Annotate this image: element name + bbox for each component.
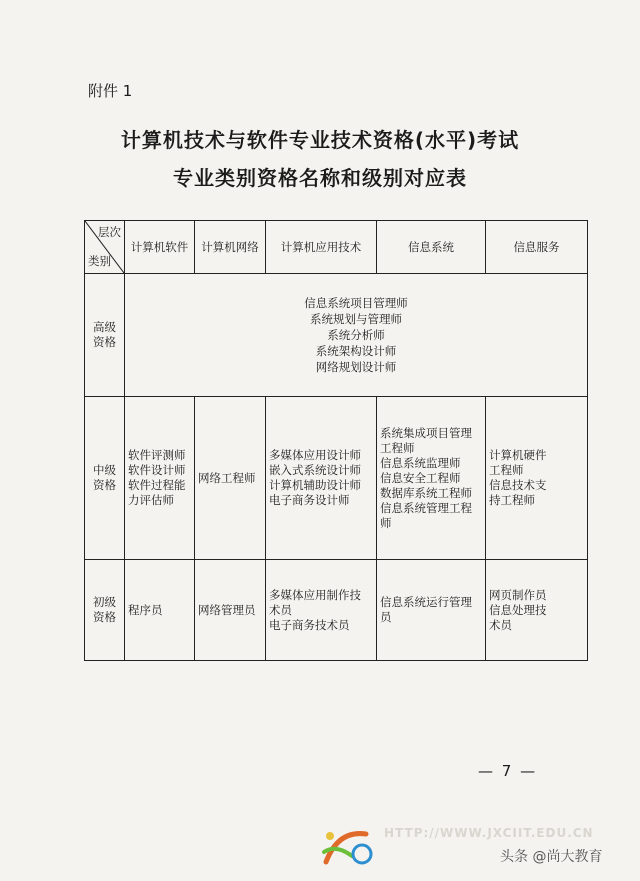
cell-line: 数据库系统工程师 [380, 485, 472, 500]
qualification-table [84, 220, 588, 661]
corner-bottom-label: 类别 [88, 254, 111, 268]
cell-line: 软件过程能 [128, 478, 186, 492]
column-header: 计算机网络 [195, 221, 266, 274]
junior-infoservice-cell [486, 560, 588, 661]
cell-line: 软件设计师 [128, 463, 186, 477]
mid-infosys-cell [377, 397, 486, 560]
row-label-line: 高级 [93, 320, 116, 334]
cell-line: 工程师 [380, 440, 415, 455]
table-row-senior [85, 274, 588, 397]
cell-line: 持工程师 [489, 493, 535, 507]
annex-label: 附件 1 [88, 82, 133, 100]
table-row-junior [85, 560, 588, 661]
cell-line: 信息系统监理师 [380, 455, 461, 470]
cell-line: 多媒体应用设计师 [269, 448, 361, 462]
mid-infoservice-cell [486, 397, 588, 560]
row-label-junior [85, 560, 125, 661]
cell-line: 力评估师 [128, 493, 174, 507]
list-item: 系统规划与管理师 [310, 312, 402, 326]
cell-line: 电子商务设计师 [269, 493, 350, 507]
cell-line: 信息系统管理工程 [380, 500, 472, 515]
column-header: 计算机应用技术 [266, 221, 377, 274]
senior-qualifications [125, 274, 588, 397]
row-label-line: 中级 [93, 463, 116, 477]
row-label-senior [85, 274, 125, 397]
junior-application-cell [266, 560, 377, 661]
cell-line: 信息技术支 [489, 478, 547, 492]
junior-infosys-cell: 信息系统运行管理员 [377, 560, 486, 661]
cell-line: 术员 [269, 602, 292, 617]
list-item: 网络规划设计师 [315, 360, 397, 374]
cell-line: 术员 [489, 617, 512, 632]
page-number: — 7 — [478, 762, 538, 780]
page-subtitle: 专业类别资格名称和级别对应表 [173, 166, 467, 190]
column-header: 信息服务 [486, 221, 588, 274]
row-label-mid [85, 397, 125, 560]
junior-network-cell: 网络管理员 [195, 560, 266, 661]
cell-line: 软件评测师 [128, 448, 186, 462]
cell-line: 多媒体应用制作技 [269, 587, 361, 602]
corner-top-label: 层次 [98, 225, 121, 239]
cell-line: 信息处理技 [489, 602, 547, 617]
column-header: 计算机软件 [125, 221, 195, 274]
list-item: 系统分析师 [327, 328, 385, 342]
mid-software-cell [125, 397, 195, 560]
column-header: 信息系统 [377, 221, 486, 274]
school-logo-icon [318, 822, 378, 872]
list-item: 信息系统项目管理师 [304, 296, 408, 310]
table-header-row [85, 221, 588, 274]
junior-software-cell: 程序员 [125, 560, 195, 661]
cell-line: 师 [380, 515, 392, 530]
watermark-text: 头条 @尚大教育 [500, 849, 603, 865]
mid-network-cell: 网络工程师 [195, 397, 266, 560]
corner-cell [85, 221, 125, 274]
row-label-line: 资格 [93, 610, 116, 624]
cell-line: 系统集成项目管理 [380, 425, 472, 440]
cell-line: 嵌入式系统设计师 [269, 463, 361, 477]
page-title: 计算机技术与软件专业技术资格(水平)考试 [120, 128, 520, 152]
row-label-line: 资格 [93, 335, 116, 349]
cell-line: 计算机硬件 [489, 448, 547, 462]
cell-line: 工程师 [489, 463, 524, 477]
cell-line: 计算机辅助设计师 [269, 478, 361, 492]
list-item: 系统架构设计师 [315, 344, 397, 358]
cell-line: 网页制作员 [489, 587, 547, 602]
cell-line: 电子商务技术员 [269, 617, 350, 632]
row-label-line: 初级 [93, 595, 116, 609]
row-label-line: 资格 [93, 478, 116, 492]
table-row-mid [85, 397, 588, 560]
mid-application-cell [266, 397, 377, 560]
footer-url: HTTP://WWW.JXCIIT.EDU.CN [384, 826, 594, 840]
cell-line: 信息安全工程师 [380, 470, 461, 485]
